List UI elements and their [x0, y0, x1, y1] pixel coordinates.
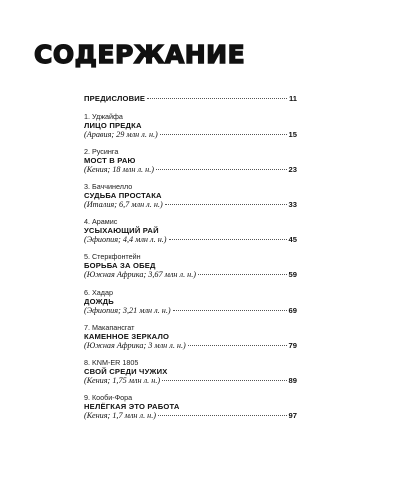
chapter-location-date: (Италия; 6,7 млн л. н.) — [84, 200, 163, 209]
chapter-title: ДОЖДЬ — [84, 297, 114, 306]
table-of-contents — [84, 94, 297, 428]
chapter-number: 8. KNM-ER 1805 — [84, 358, 139, 367]
toc-page-number: 45 — [288, 235, 297, 244]
toc-row — [84, 402, 297, 411]
toc-page-number: 97 — [288, 411, 297, 420]
dot-leader — [156, 169, 287, 170]
chapter-number: 2. Русинга — [84, 147, 119, 156]
toc-row — [84, 297, 297, 306]
chapter-title: СВОЙ СРЕДИ ЧУЖИХ — [84, 367, 168, 376]
chapter-number: 4. Арамис — [84, 217, 118, 226]
dot-leader — [188, 345, 287, 346]
page-title: СОДЕРЖАНИЕ — [34, 40, 246, 69]
toc-row — [84, 270, 297, 279]
chapter-location-date: (Эфиопия; 3,21 млн л. н.) — [84, 306, 171, 315]
chapter-number: 9. Кооби-Фора — [84, 393, 133, 402]
chapter-location-date: (Кения; 1,75 млн л. н.) — [84, 376, 161, 385]
chapter-number: 1. Уджайфа — [84, 112, 123, 121]
toc-page-number: 33 — [288, 200, 297, 209]
chapter-title: КАМЕННОЕ ЗЕРКАЛО — [84, 332, 170, 341]
chapter-number: 3. Баччинелло — [84, 182, 133, 191]
toc-row — [84, 367, 297, 376]
chapter-number: 7. Макапансгат — [84, 323, 135, 332]
dot-leader — [158, 415, 287, 416]
toc-row — [84, 130, 297, 139]
chapter-title: БОРЬБА ЗА ОБЕД — [84, 261, 156, 270]
toc-row — [84, 94, 297, 103]
chapter-location-date: (Эфиопия; 4,4 млн л. н.) — [84, 235, 167, 244]
toc-page-number: 89 — [288, 376, 297, 385]
toc-entry-title: ПРЕДИСЛОВИЕ — [84, 94, 146, 103]
chapter-title: МОСТ В РАЮ — [84, 156, 136, 165]
dot-leader — [165, 204, 287, 205]
toc-entry-chapter[interactable] — [84, 182, 297, 217]
toc-entry-chapter[interactable] — [84, 112, 297, 147]
toc-row — [84, 165, 297, 174]
dot-leader — [169, 239, 287, 240]
chapter-list — [84, 112, 297, 428]
chapter-location-date: (Кения; 1,7 млн л. н.) — [84, 411, 157, 420]
chapter-number: 5. Стеркфонтейн — [84, 252, 141, 261]
toc-page-number: 69 — [288, 306, 297, 315]
toc-row — [84, 341, 297, 350]
dot-leader — [162, 380, 286, 381]
toc-row — [84, 235, 297, 244]
toc-row — [84, 306, 297, 315]
toc-page-number: 15 — [288, 130, 297, 139]
toc-entry-preface[interactable] — [84, 94, 297, 112]
toc-entry-chapter[interactable] — [84, 358, 297, 393]
toc-entry-chapter[interactable] — [84, 288, 297, 323]
toc-row — [84, 200, 297, 209]
toc-row — [84, 411, 297, 420]
chapter-title: НЕЛЁГКАЯ ЭТО РАБОТА — [84, 402, 180, 411]
toc-row — [84, 226, 297, 235]
toc-entry-chapter[interactable] — [84, 252, 297, 288]
chapter-location-date: (Кения; 18 млн л. н.) — [84, 165, 154, 174]
chapter-number: 6. Хадар — [84, 288, 113, 297]
chapter-title: УСЫХАЮЩИЙ РАЙ — [84, 226, 159, 235]
toc-page-number: 23 — [288, 165, 297, 174]
chapter-location-date: (Южная Африка; 3,67 млн л. н.) — [84, 270, 197, 279]
dot-leader — [198, 274, 287, 275]
toc-page-number: 11 — [288, 94, 297, 103]
toc-row — [84, 376, 297, 385]
toc-entry-chapter[interactable] — [84, 217, 297, 252]
toc-row — [84, 156, 297, 165]
toc-row — [84, 121, 297, 130]
chapter-location-date: (Аравия; 29 млн л. н.) — [84, 130, 158, 139]
chapter-location-date: (Южная Африка; 3 млн л. н.) — [84, 341, 186, 350]
toc-entry-chapter[interactable] — [84, 323, 297, 358]
dot-leader — [147, 98, 287, 99]
toc-entry-chapter[interactable] — [84, 147, 297, 182]
dot-leader — [173, 310, 287, 311]
chapter-title: СУДЬБА ПРОСТАКА — [84, 191, 162, 200]
toc-row — [84, 332, 297, 341]
chapter-title: ЛИЦО ПРЕДКА — [84, 121, 142, 130]
toc-row — [84, 261, 297, 270]
toc-page-number: 59 — [288, 270, 297, 279]
toc-page-number: 79 — [288, 341, 297, 350]
dot-leader — [160, 134, 287, 135]
toc-row — [84, 191, 297, 200]
toc-entry-chapter[interactable] — [84, 393, 297, 428]
